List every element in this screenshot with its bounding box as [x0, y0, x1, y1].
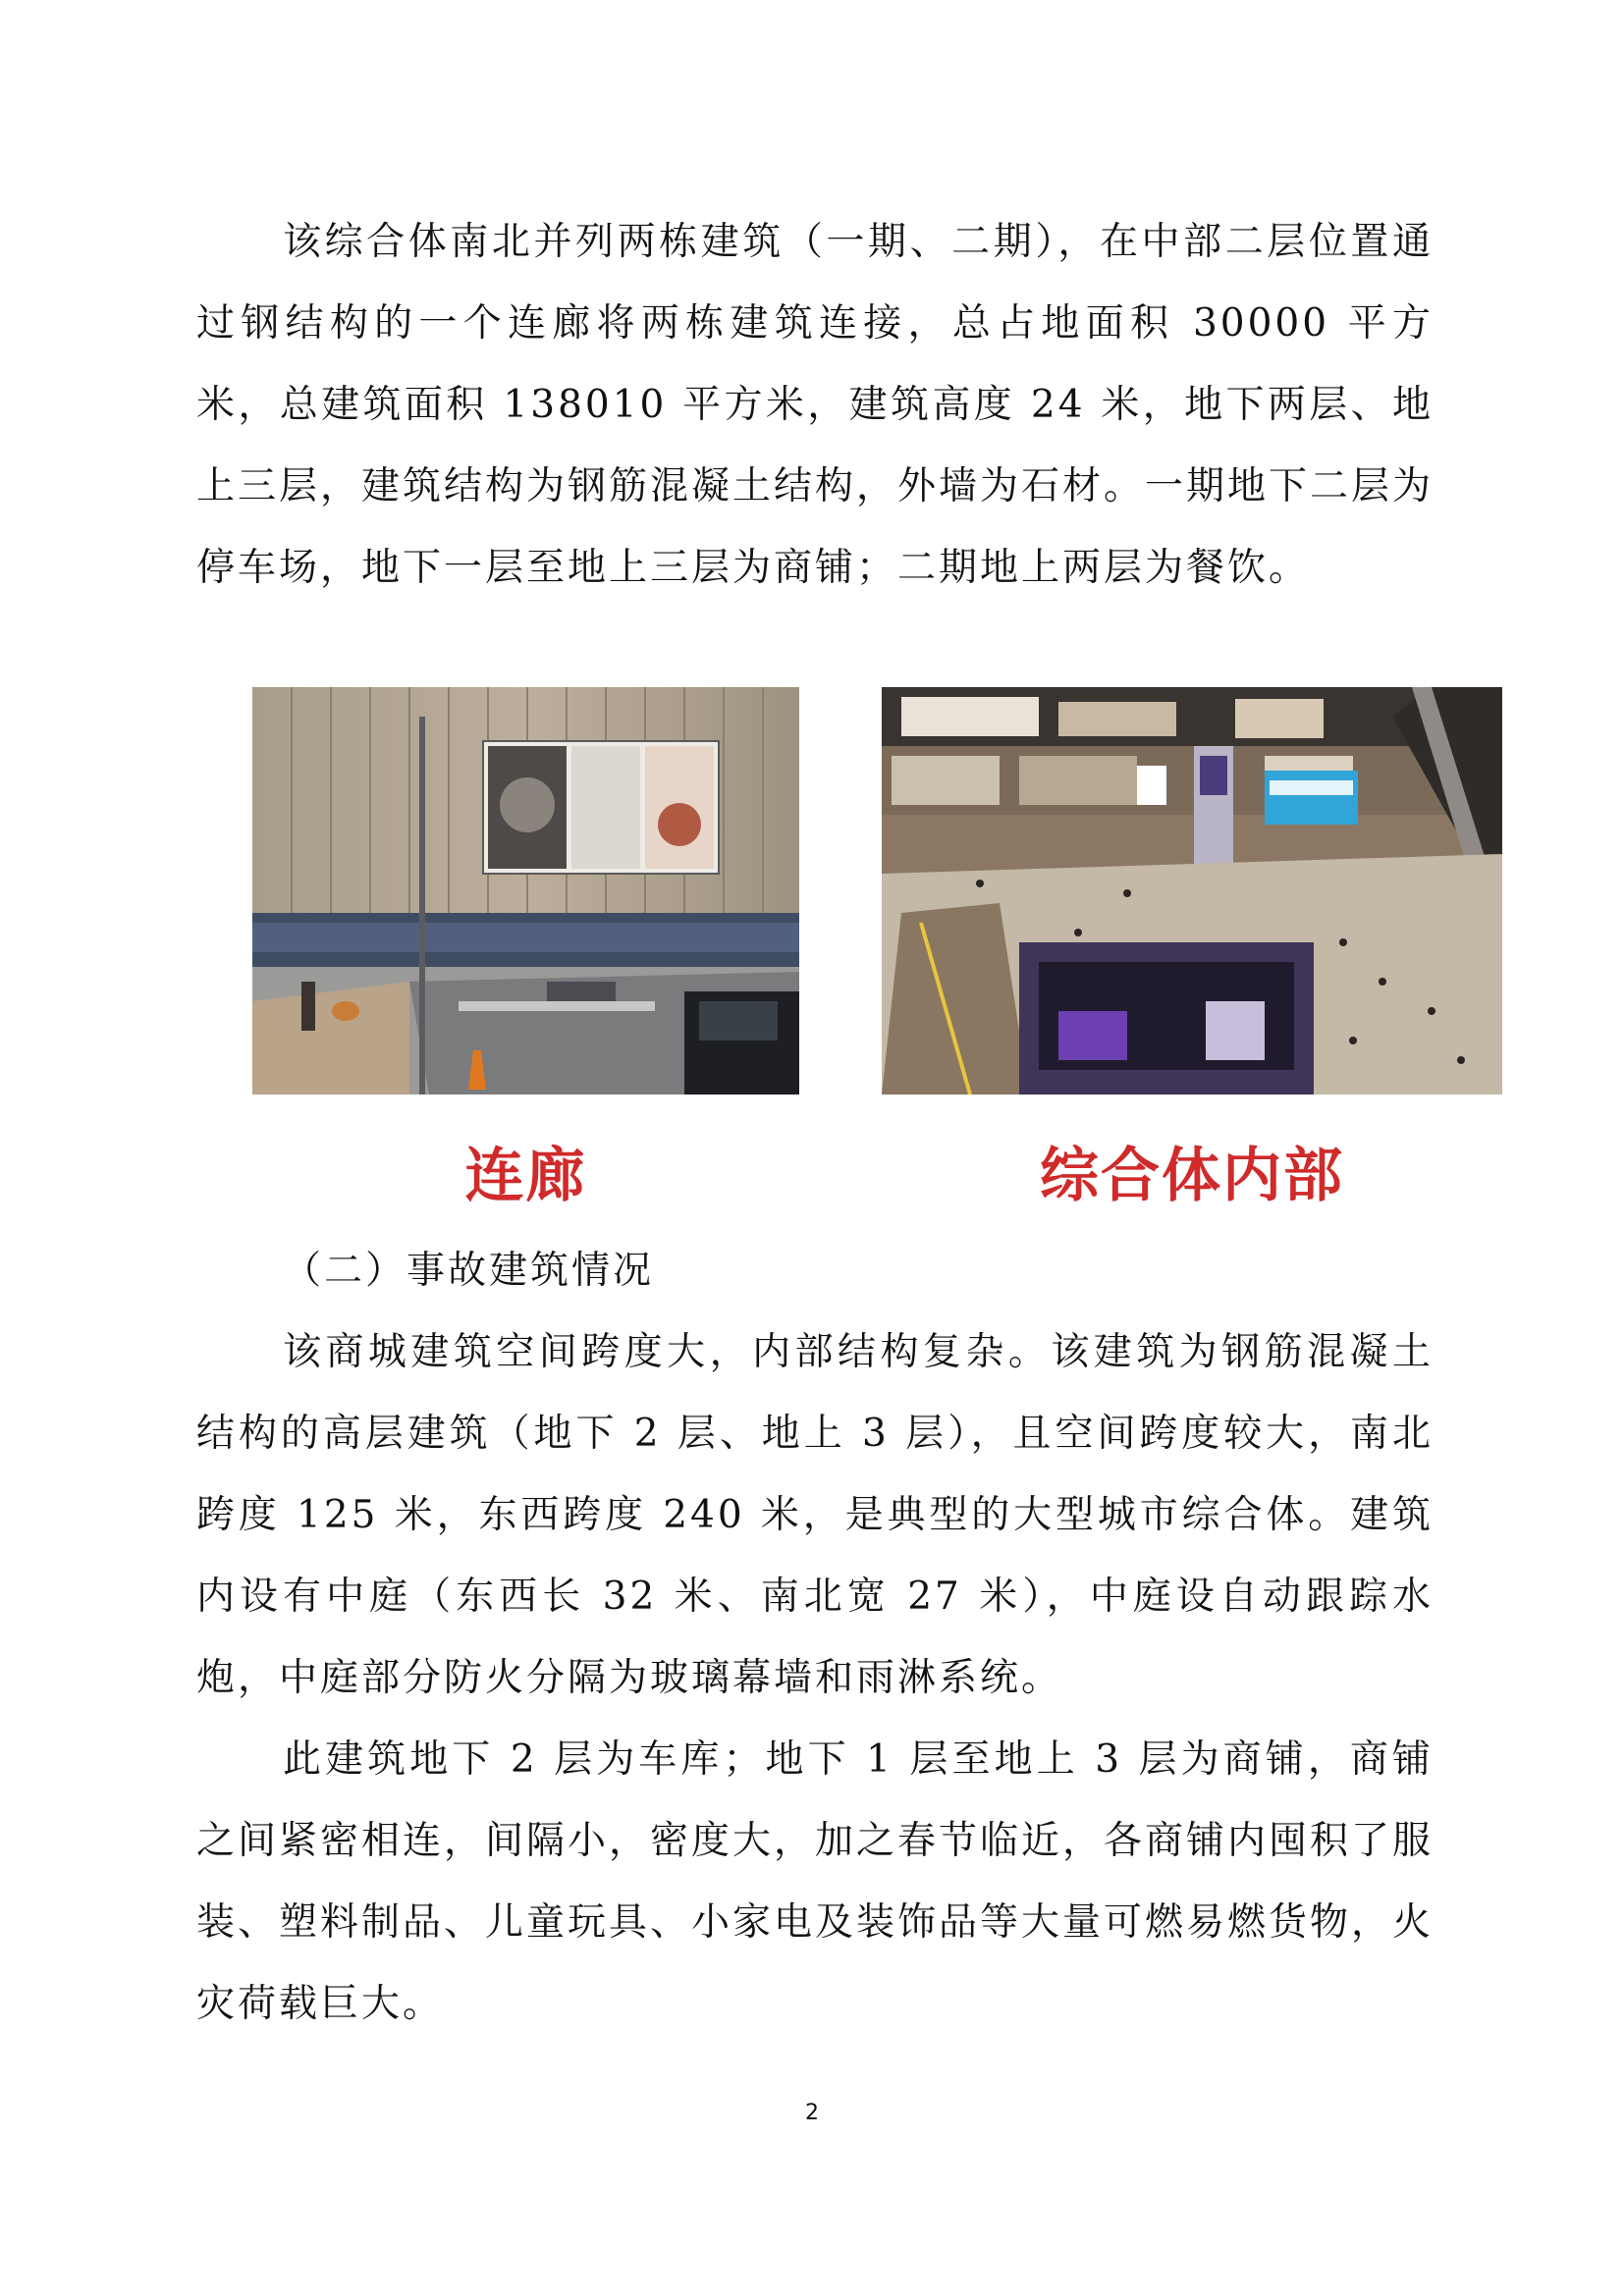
- corridor-photo: [252, 687, 799, 1095]
- paragraph-building-structure: 该商城建筑空间跨度大，内部结构复杂。该建筑为钢筋混凝土结构的高层建筑（地下 2 层、地上 3 层），且空间跨度较大，南北跨度 125 米，东西跨度 240 米，是典型的大型城市综合体。建筑内设有中庭（东西长 32 米、南北宽 27 米），中庭设自动跟踪水炮，中庭部分防火分隔为玻璃幕墙和雨淋系统。: [196, 1330, 1434, 1700]
- page-number: 2: [805, 2101, 819, 2125]
- figure-caption-corridor: 连廊: [464, 1142, 587, 1210]
- paragraph-building-overview: 该综合体南北并列两栋建筑（一期、二期），在中部二层位置通过钢结构的一个连廊将两栋建筑连接，总占地面积 30000 平方米，总建筑面积 138010 平方米，建筑高度 24 米，地下两层、地上三层，建筑结构为钢筋混凝土结构，外墙为石材。一期地下二层为停车场，地下一层至地上三层为商铺；二期地上两层为餐饮。: [196, 220, 1435, 590]
- paragraph-fire-load: 此建筑地下 2 层为车库；地下 1 层至地上 3 层为商铺，商铺之间紧密相连，间隔小，密度大，加之春节临近，各商铺内囤积了服装、塑料制品、儿童玩具、小家电及装饰品等大量可燃易燃货物，火灾荷载巨大。: [196, 1737, 1435, 2026]
- atrium-photo: [882, 687, 1502, 1095]
- section-heading: （二）事故建筑情况: [283, 1249, 655, 1293]
- figure-caption-atrium: 综合体内部: [1040, 1142, 1344, 1210]
